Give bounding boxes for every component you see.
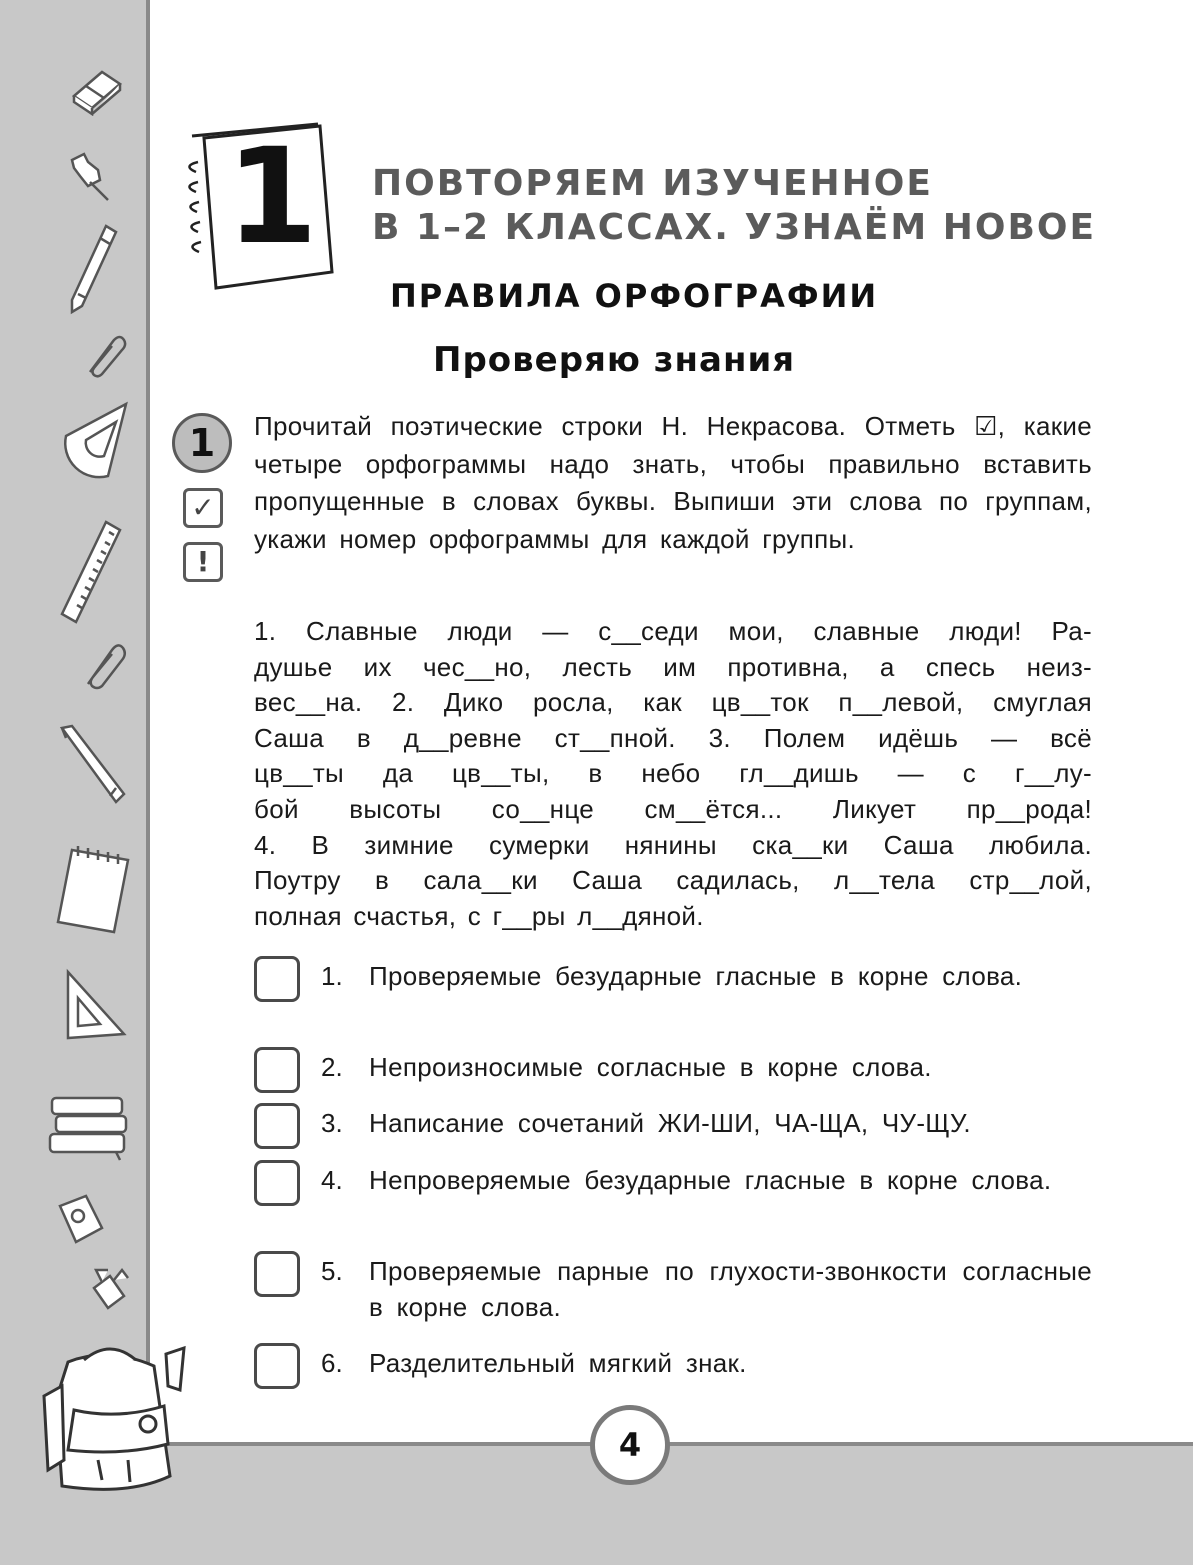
pencil-icon (58, 722, 128, 806)
chapter-number: 1 (226, 120, 318, 274)
page-number: 4 (590, 1405, 670, 1485)
paperclip-icon (84, 332, 128, 378)
option-checkbox[interactable] (254, 956, 300, 1002)
chapter-title-line1: ПОВТОРЯЕМ ИЗУЧЕННОЕ (372, 163, 933, 204)
option-text: Непроизносимые согласные в корне слова. (369, 1052, 932, 1082)
option-number: 3. (321, 1108, 343, 1138)
books-icon (46, 1092, 132, 1162)
poem-text (254, 614, 1092, 934)
option-number: 4. (321, 1165, 343, 1195)
option-checkbox[interactable] (254, 1103, 300, 1149)
poem-line: вес__на. 2. Дико росла, как цв__ток п__левой, смуглая (254, 687, 1092, 718)
option-number: 2. (321, 1052, 343, 1082)
backpack-icon (38, 1340, 194, 1500)
task-instructions: Прочитай поэтические строки Н. Некрасова. Отметь ☑, какие четыре орфограммы надо знать, чтобы правильно вставить пропущенные в словах буквы. Выпиши эти слова по группам, укажи номер орфограммы для каждой группы. (254, 411, 1092, 554)
option-text: Проверяемые парные по глухости-звонкости согласные в корне слова. (369, 1256, 1092, 1322)
sharpener-icon (52, 1192, 108, 1252)
poem-line: Поутру в сала__ки Саша садилась, л__тела стр__лой, (254, 865, 1092, 896)
task-number-badge: 1 (172, 413, 232, 473)
poem-line: полная счастья, с г__ры л__дяной. (254, 900, 704, 931)
chapter-title (372, 162, 1096, 250)
option-text: Проверяемые безударные гласные в корне слова. (369, 961, 1023, 991)
option-checkbox[interactable] (254, 1047, 300, 1093)
eraser-icon (66, 66, 126, 116)
poem-line: 1. Славные люди — с__седи мои, славные люди! Ра- (254, 616, 1092, 646)
push-pin-icon (66, 150, 112, 204)
poem-line: бой высоты со__нце см__ётся... Ликует пр__рода! (254, 793, 1092, 824)
subsection-title: Проверяю знания (433, 340, 796, 380)
option-number: 1. (321, 961, 343, 991)
option-number: 6. (321, 1348, 343, 1378)
exclamation-icon: ! (183, 542, 223, 582)
notepad-icon (54, 842, 132, 936)
poem-line: цв__ты да цв__ты, в небо гл__дишь — с г__лу- (254, 758, 1092, 789)
option-number: 5. (321, 1256, 343, 1286)
option-checkbox[interactable] (254, 1343, 300, 1389)
option-checkbox[interactable] (254, 1251, 300, 1297)
poem-line: Саша в д__ревне ст__пной. 3. Полем идёшь — всё (254, 722, 1092, 753)
poem-line: 4. В зимние сумерки нянины ска__ки Саша любила. (254, 829, 1092, 860)
poem-line: душье их чес__но, лесть им противна, а спесь неиз- (254, 651, 1092, 682)
sidebar-divider (146, 0, 150, 1442)
paperclip-icon (80, 640, 128, 690)
ruler-icon (58, 518, 124, 626)
section-title: ПРАВИЛА ОРФОГРАФИИ (390, 277, 879, 315)
option-text: Непроверяемые безударные гласные в корне слова. (369, 1165, 1052, 1195)
binder-clip-icon (88, 1266, 132, 1316)
protractor-icon (56, 396, 132, 482)
option-text: Написание сочетаний ЖИ-ШИ, ЧА-ЩА, ЧУ-ЩУ. (369, 1108, 971, 1138)
option-text: Разделительный мягкий знак. (369, 1348, 747, 1378)
check-icon: ✓ (183, 488, 223, 528)
chapter-title-line2: В 1–2 КЛАССАХ. УЗНАЁМ НОВОЕ (372, 207, 1097, 248)
option-checkbox[interactable] (254, 1160, 300, 1206)
set-square-icon (62, 968, 128, 1042)
